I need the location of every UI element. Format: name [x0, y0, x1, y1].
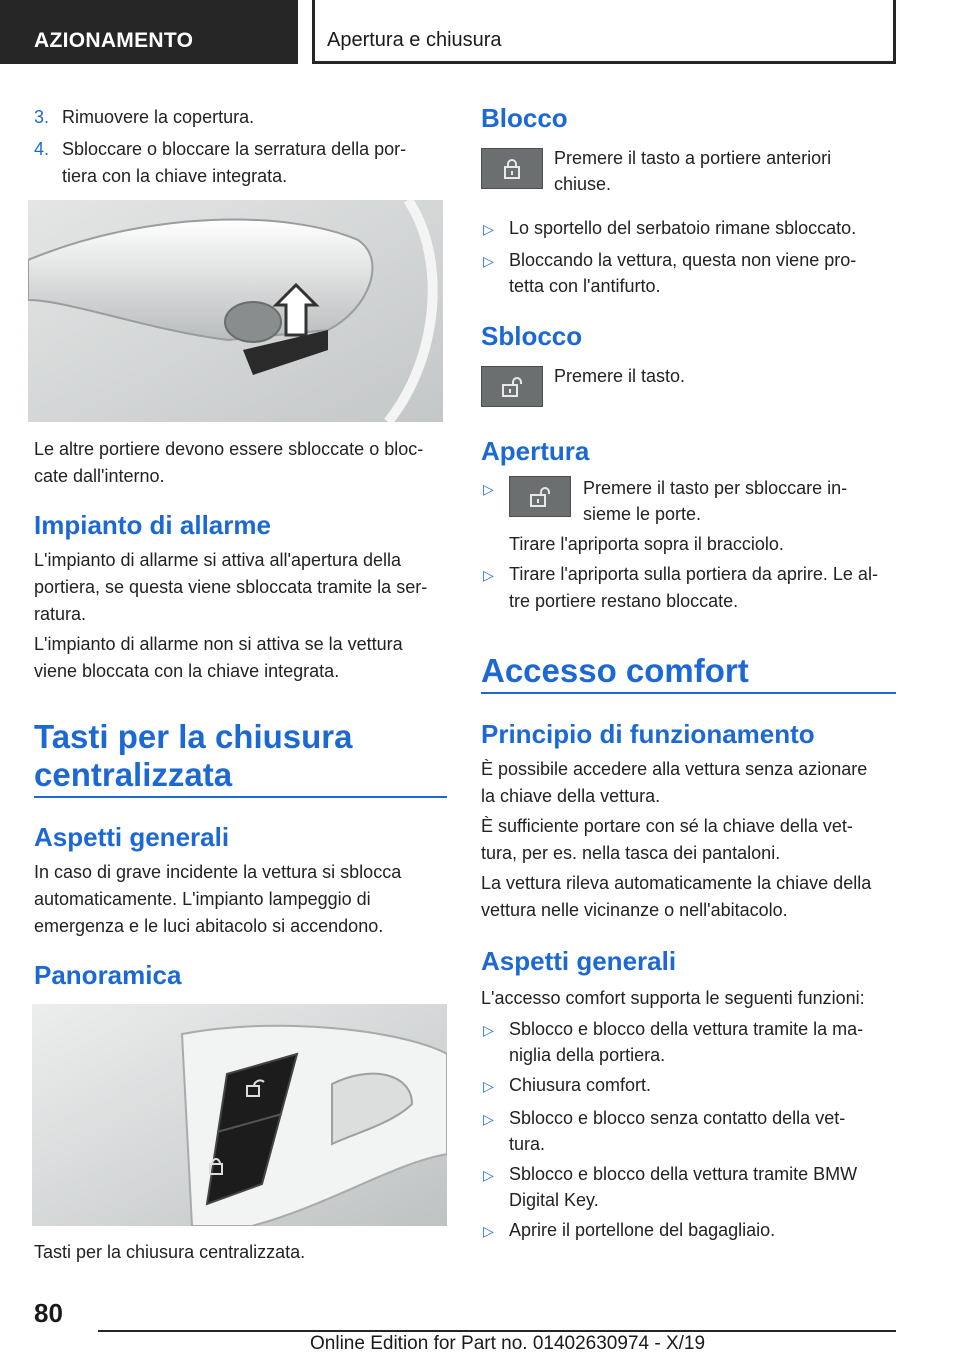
- general-p-line-1: In caso di grave incidente la vettura si sblocca: [34, 862, 402, 882]
- triangle-right-icon: ▷: [483, 1078, 494, 1094]
- triangle-right-icon: ▷: [483, 1167, 494, 1183]
- page-number: 80: [34, 1298, 63, 1328]
- unlock-icon: [528, 486, 552, 508]
- doors-paragraph-line-2: cate dall'interno.: [34, 466, 165, 486]
- lock-bullet-1: Lo sportello del serbatoio rimane sbloccato.: [509, 218, 857, 238]
- step-3: 3. Rimuovere la copertura.: [34, 107, 255, 127]
- triangle-right-icon: ▷: [483, 1022, 494, 1038]
- lock-bullet-2-line-1: Bloccando la vettura, questa non viene pro-: [509, 250, 857, 270]
- unlock-button-image-2: [509, 476, 571, 517]
- principle-p3-line-2: vettura nelle vicinanze o nell'abitacolo.: [481, 900, 788, 920]
- unlock-text: Premere il tasto.: [554, 366, 686, 386]
- header-chapter-label: Apertura e chiusura: [327, 29, 502, 51]
- lock-text-line-1: Premere il tasto a portiere anteriori: [554, 148, 832, 168]
- open-heading: Apertura: [481, 436, 590, 466]
- footer-edition: Online Edition for Part no. 01402630974 - X/19: [310, 1333, 706, 1354]
- lock-bullet-2-line-2: tetta con l'antifurto.: [509, 276, 661, 296]
- unlock-button-image: [481, 366, 543, 407]
- unlock-icon: [500, 376, 524, 398]
- lock-icon: [501, 158, 523, 180]
- triangle-right-icon: ▷: [483, 567, 494, 583]
- alarm-p1-line-2: portiera, se questa viene sbloccata tramite la ser-: [34, 577, 428, 597]
- general-heading-right: Aspetti generali: [481, 946, 677, 976]
- central-locking-heading-line-2: centralizzata: [34, 756, 233, 793]
- alarm-heading: Impianto di allarme: [34, 510, 271, 540]
- lock-text-line-2: chiuse.: [554, 174, 612, 194]
- open-bullet-1-extra: Tirare l'apriporta sopra il bracciolo.: [509, 534, 784, 554]
- alarm-p1-line-1: L'impianto di allarme si attiva all'apertura della: [34, 550, 402, 570]
- comfort-access-heading: Accesso comfort: [481, 652, 749, 689]
- door-handle-photo: [28, 200, 443, 422]
- photo-caption: Tasti per la chiusura centralizzata.: [34, 1242, 306, 1262]
- alarm-p2-line-1: L'impianto di allarme non si attiva se la vettura: [34, 634, 403, 654]
- unlock-heading: Sblocco: [481, 321, 583, 351]
- general-p-line-2: automaticamente. L'impianto lampeggio di: [34, 889, 371, 909]
- header-chapter-tab: [312, 0, 896, 64]
- general-bullet-2: Chiusura comfort.: [509, 1075, 652, 1095]
- general-bullet-4-line-2: Digital Key.: [509, 1190, 599, 1210]
- triangle-right-icon: ▷: [483, 1111, 494, 1127]
- general-bullet-3-line-1: Sblocco e blocco senza contatto della vet-: [509, 1108, 846, 1128]
- step-4: 4. Sbloccare o bloccare la serratura della por-: [34, 139, 407, 159]
- open-bullet-2-line-1: Tirare l'apriporta sulla portiera da aprire. Le al-: [509, 564, 878, 584]
- open-bullet-1-line-2: sieme le porte.: [583, 504, 702, 524]
- principle-p3-line-1: La vettura rileva automaticamente la chiave della: [481, 873, 872, 893]
- general-bullet-5: Aprire il portellone del bagagliaio.: [509, 1220, 776, 1240]
- principle-p1-line-2: la chiave della vettura.: [481, 786, 661, 806]
- principle-heading: Principio di funzionamento: [481, 719, 815, 749]
- lock-heading: Blocco: [481, 103, 568, 133]
- central-locking-buttons-illustration: [32, 1004, 447, 1226]
- general-bullet-1-line-1: Sblocco e blocco della vettura tramite la ma-: [509, 1019, 864, 1039]
- doors-paragraph-line-1: Le altre portiere devono essere sbloccate o bloc-: [34, 439, 424, 459]
- general-intro: L'accesso comfort supporta le seguenti funzioni:: [481, 988, 865, 1008]
- general-bullet-4-line-1: Sblocco e blocco della vettura tramite BMW: [509, 1164, 858, 1184]
- triangle-right-icon: ▷: [483, 221, 494, 237]
- overview-heading: Panoramica: [34, 960, 182, 990]
- triangle-right-icon: ▷: [483, 481, 494, 497]
- triangle-right-icon: ▷: [483, 253, 494, 269]
- header-section-label: AZIONAMENTO: [34, 29, 194, 52]
- general-bullet-1-line-2: niglia della portiera.: [509, 1045, 666, 1065]
- principle-p2-line-2: tura, per es. nella tasca dei pantaloni.: [481, 843, 781, 863]
- central-locking-buttons-photo: [32, 1004, 447, 1226]
- open-bullet-2-line-2: tre portiere restano bloccate.: [509, 591, 739, 611]
- general-p-line-3: emergenza e le luci abitacolo si accendono.: [34, 916, 384, 936]
- lock-button-image: [481, 148, 543, 189]
- general-bullet-3-line-2: tura.: [509, 1134, 546, 1154]
- alarm-p1-line-3: ratura.: [34, 604, 87, 624]
- triangle-right-icon: ▷: [483, 1223, 494, 1239]
- principle-p2-line-1: È sufficiente portare con sé la chiave della vet-: [481, 816, 853, 836]
- step-4-line-2: tiera con la chiave integrata.: [62, 166, 288, 186]
- open-bullet-1-line-1: Premere il tasto per sbloccare in-: [583, 478, 848, 498]
- alarm-p2-line-2: viene bloccata con la chiave integrata.: [34, 661, 340, 681]
- comfort-access-rule: [481, 692, 896, 694]
- header-section-tab: [0, 0, 298, 64]
- central-locking-rule: [34, 796, 447, 798]
- door-handle-illustration: [28, 200, 443, 422]
- principle-p1-line-1: È possibile accedere alla vettura senza azionare: [481, 759, 868, 779]
- footer-rule: [98, 1330, 896, 1332]
- central-locking-heading-line-1: Tasti per la chiusura: [34, 718, 353, 755]
- general-heading-left: Aspetti generali: [34, 822, 230, 852]
